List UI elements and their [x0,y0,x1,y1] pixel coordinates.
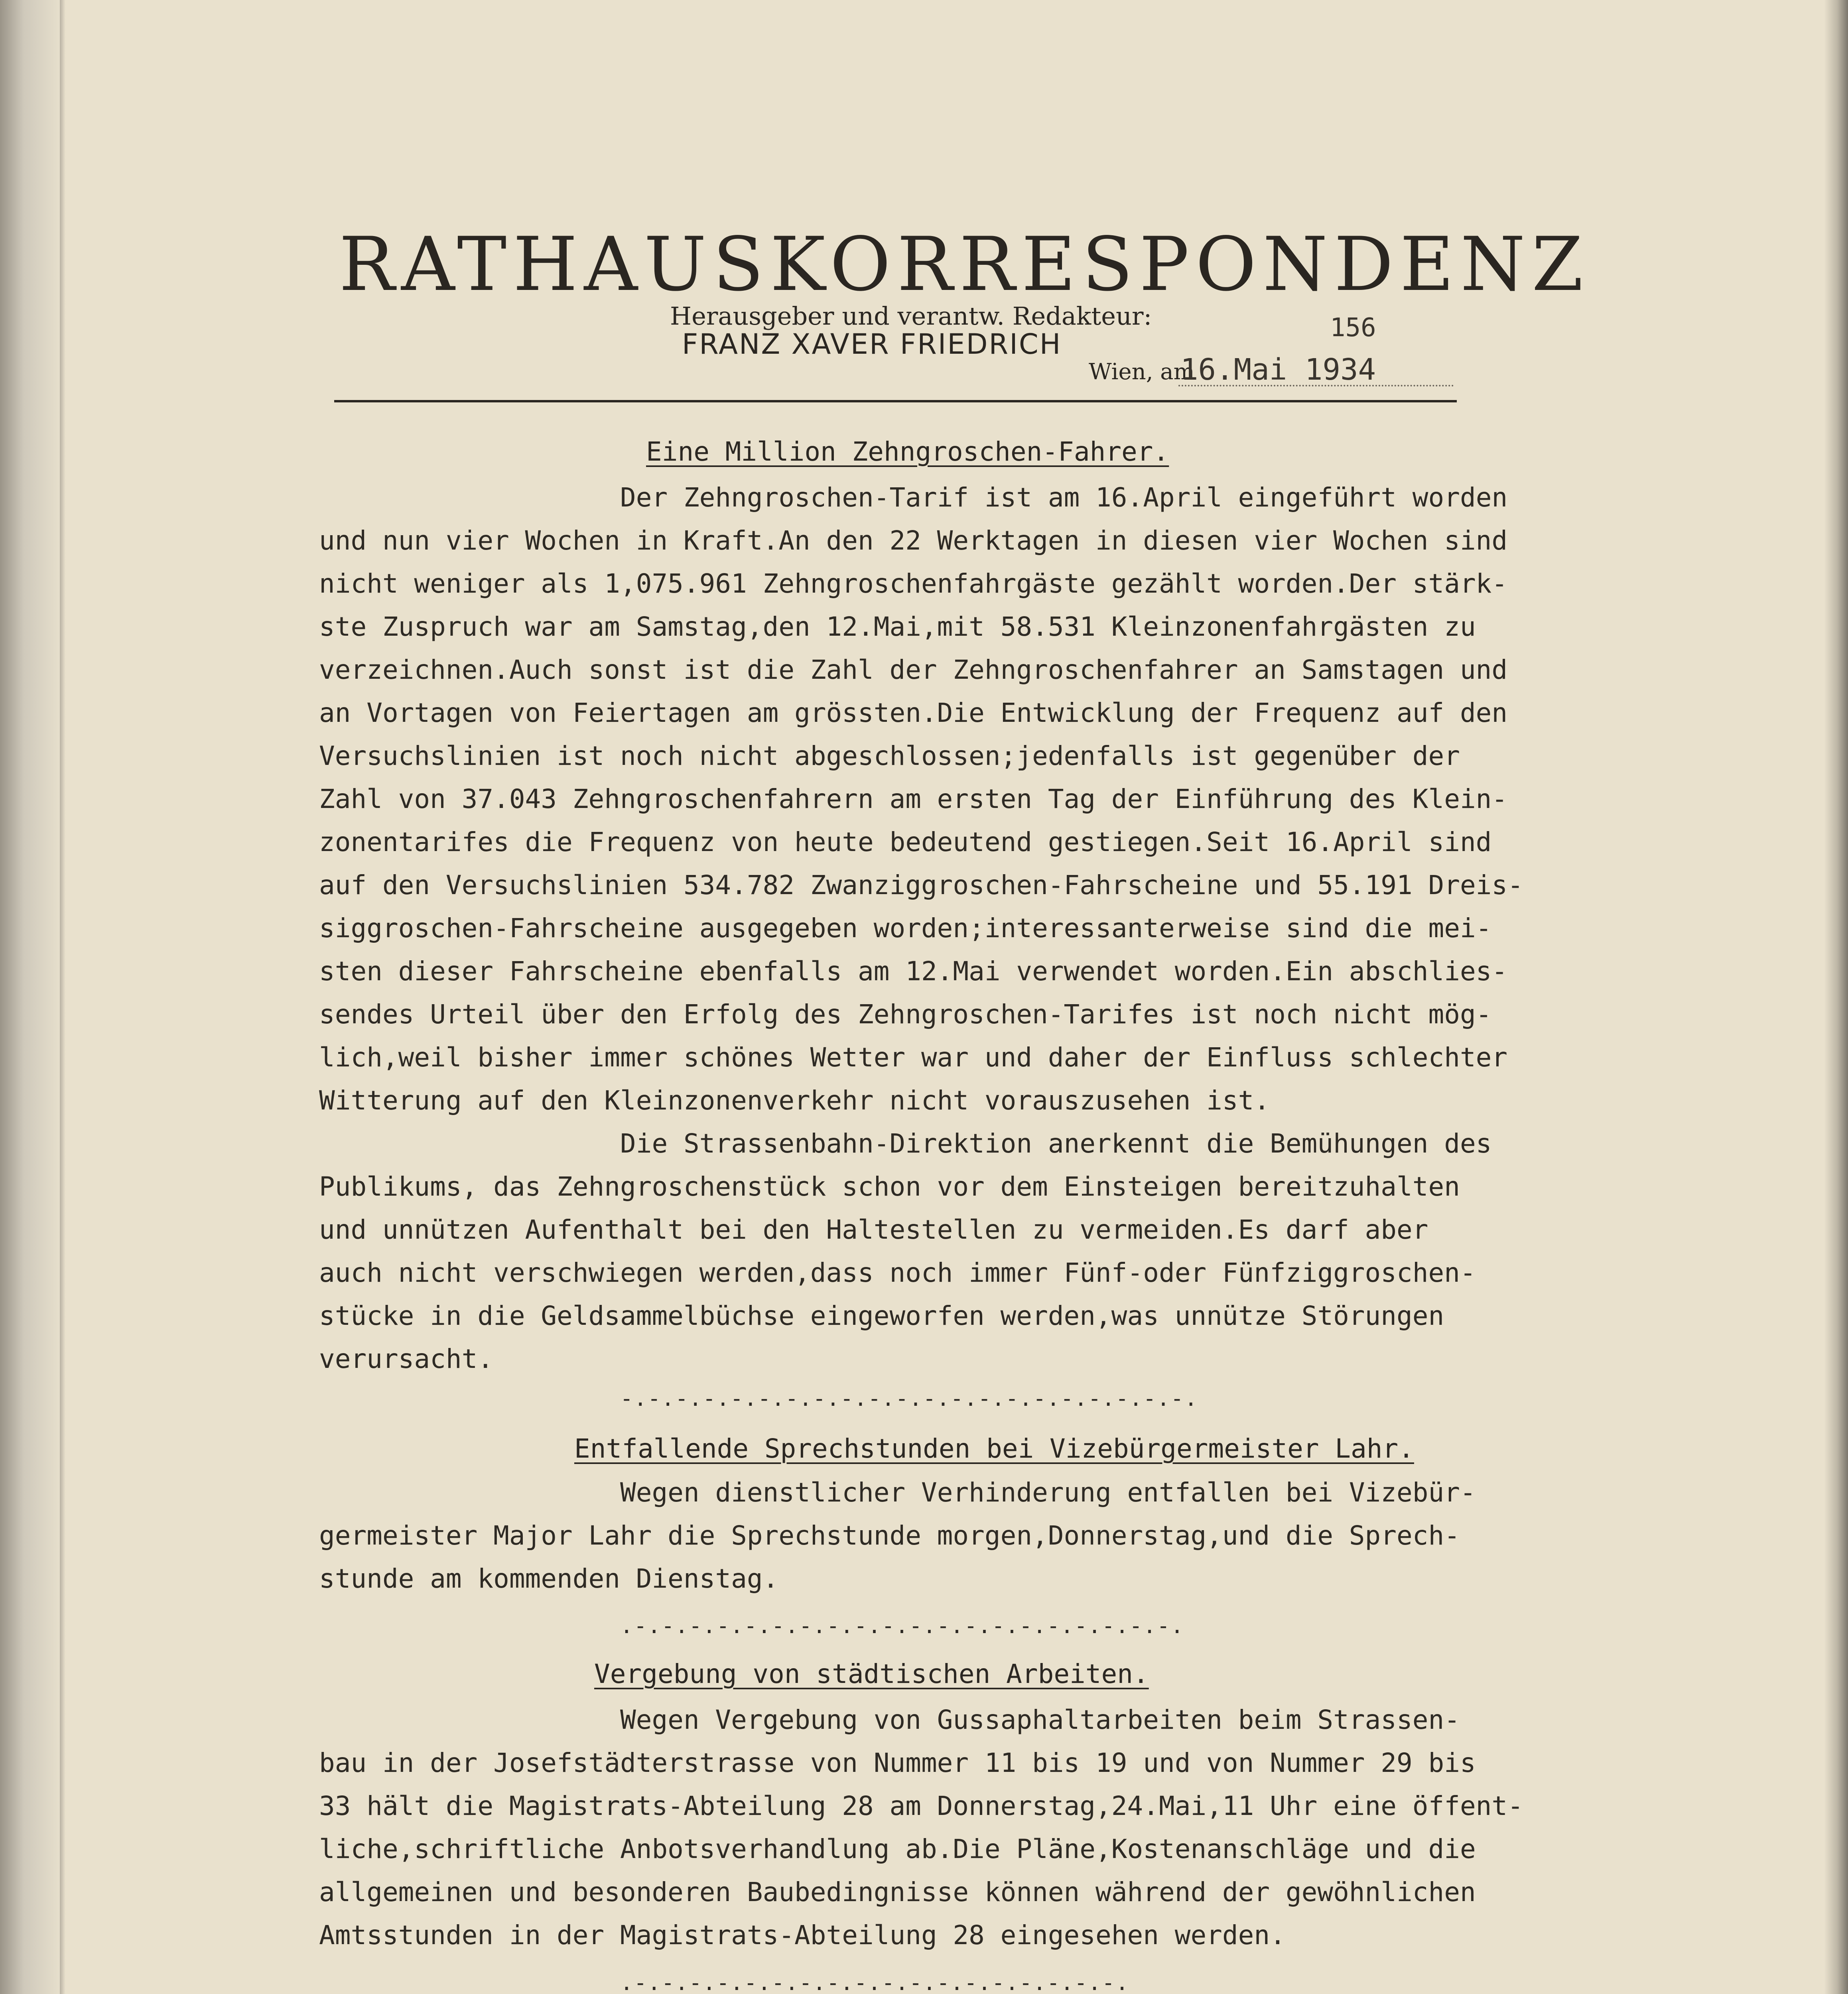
paragraph-line: Witterung auf den Kleinzonenverkehr nicht vorauszusehen ist. [319,1085,1270,1116]
paragraph-line: allgemeinen und besonderen Baubedingnisse können während der gewöhnlichen [319,1877,1476,1907]
paragraph-line: stunde am kommenden Dienstag. [319,1563,779,1594]
paragraph-line: verursacht. [319,1344,494,1374]
paragraph-line: lich,weil bisher immer schönes Wetter war und daher der Einfluss schlechter [319,1042,1508,1073]
paragraph-line: Publikums, das Zehngroschenstück schon vor dem Einsteigen bereitzuhalten [319,1171,1460,1202]
section-separator: .-.-.-.-.-.-.-.-.-.-.-.-.-.-.-.-.-.-.-.-. [620,1613,1184,1638]
paragraph-line: auch nicht verschwiegen werden,dass noch immer Fünf-oder Fünfziggroschen- [319,1257,1476,1288]
header-rule [334,400,1457,402]
paragraph-line: stücke in die Geldsammelbüchse eingeworfen werden,was unnütze Störungen [319,1300,1444,1331]
paragraph-line: liche,schriftliche Anbotsverhandlung ab.Die Pläne,Kostenanschläge und die [319,1834,1476,1864]
paragraph-line: und unnützen Aufenthalt bei den Haltestellen zu vermeiden.Es darf aber [319,1214,1428,1245]
page-number: 156 [1330,313,1376,343]
paragraph-line: siggroschen-Fahrscheine ausgegeben worden;interessanterweise sind die mei- [319,913,1492,944]
paragraph-line: zonentarifes die Frequenz von heute bedeutend gestiegen.Seit 16.April sind [319,827,1492,857]
publisher-label: Herausgeber und verantw. Redakteur: [670,301,1152,331]
section-separator: .-.-.-.-.-.-.-.-.-.-.-.-.-.-.-.-.-.-. [620,1970,1129,1994]
paragraph-line: Wegen Vergebung von Gussaphaltarbeiten beim Strassen- [620,1704,1460,1735]
paragraph-line: Zahl von 37.043 Zehngroschenfahrern am ersten Tag der Einführung des Klein- [319,784,1508,814]
paragraph-line: germeister Major Lahr die Sprechstunde morgen,Donnerstag,und die Sprech- [319,1520,1460,1551]
binding-shadow [60,0,65,1994]
paragraph-line: Der Zehngroschen-Tarif ist am 16.April eingeführt worden [620,482,1508,513]
paragraph-line: Versuchslinien ist noch nicht abgeschlossen;jedenfalls ist gegenüber der [319,741,1460,771]
paragraph-line: Amtsstunden in der Magistrats-Abteilung 28 eingesehen werden. [319,1920,1286,1951]
paragraph-line: nicht weniger als 1,075.961 Zehngroschenfahrgäste gezählt worden.Der stärk- [319,568,1508,599]
date-rule [1178,385,1454,386]
paragraph-line: sten dieser Fahrscheine ebenfalls am 12.Mai verwendet worden.Ein abschlies- [319,956,1508,987]
date-label: Wien, am [1089,359,1195,385]
masthead-title: RATHAUSKORRESPONDENZ [339,221,1590,307]
publisher-name: FRANZ XAVER FRIEDRICH [682,328,1062,361]
paragraph-line: Wegen dienstlicher Verhinderung entfallen bei Vizebür- [620,1477,1476,1508]
paragraph-line: an Vortagen von Feiertagen am grössten.Die Entwicklung der Frequenz auf den [319,698,1508,728]
paragraph-line: auf den Versuchslinien 534.782 Zwanziggroschen-Fahrscheine und 55.191 Dreis- [319,870,1523,900]
article-title-vergebung: Vergebung von städtischen Arbeiten. [594,1659,1149,1689]
date-value: 16.Mai 1934 [1180,353,1376,387]
binding-spine [0,0,60,1994]
paragraph-line: und nun vier Wochen in Kraft.An den 22 Werktagen in diesen vier Wochen sind [319,525,1508,556]
paragraph-line: Die Strassenbahn-Direktion anerkennt die Bemühungen des [620,1128,1492,1159]
paragraph-line: ste Zuspruch war am Samstag,den 12.Mai,mit 58.531 Kleinzonenfahrgästen zu [319,611,1476,642]
page-edge [1824,0,1848,1994]
paragraph-line: bau in der Josefstädterstrasse von Nummer 11 bis 19 und von Nummer 29 bis [319,1748,1476,1778]
paragraph-line: sendes Urteil über den Erfolg des Zehngroschen-Tarifes ist noch nicht mög- [319,999,1492,1030]
paragraph-line: verzeichnen.Auch sonst ist die Zahl der Zehngroschenfahrer an Samstagen und [319,654,1508,685]
paragraph-line: 33 hält die Magistrats-Abteilung 28 am Donnerstag,24.Mai,11 Uhr eine öffent- [319,1791,1523,1821]
article-title-zehngroschen: Eine Million Zehngroschen-Fahrer. [646,436,1169,467]
section-separator: -.-.-.-.-.-.-.-.-.-.-.-.-.-.-.-.-.-.-.-.-. [620,1386,1198,1411]
article-title-sprechstunden: Entfallende Sprechstunden bei Vizebürgermeister Lahr. [574,1433,1414,1464]
